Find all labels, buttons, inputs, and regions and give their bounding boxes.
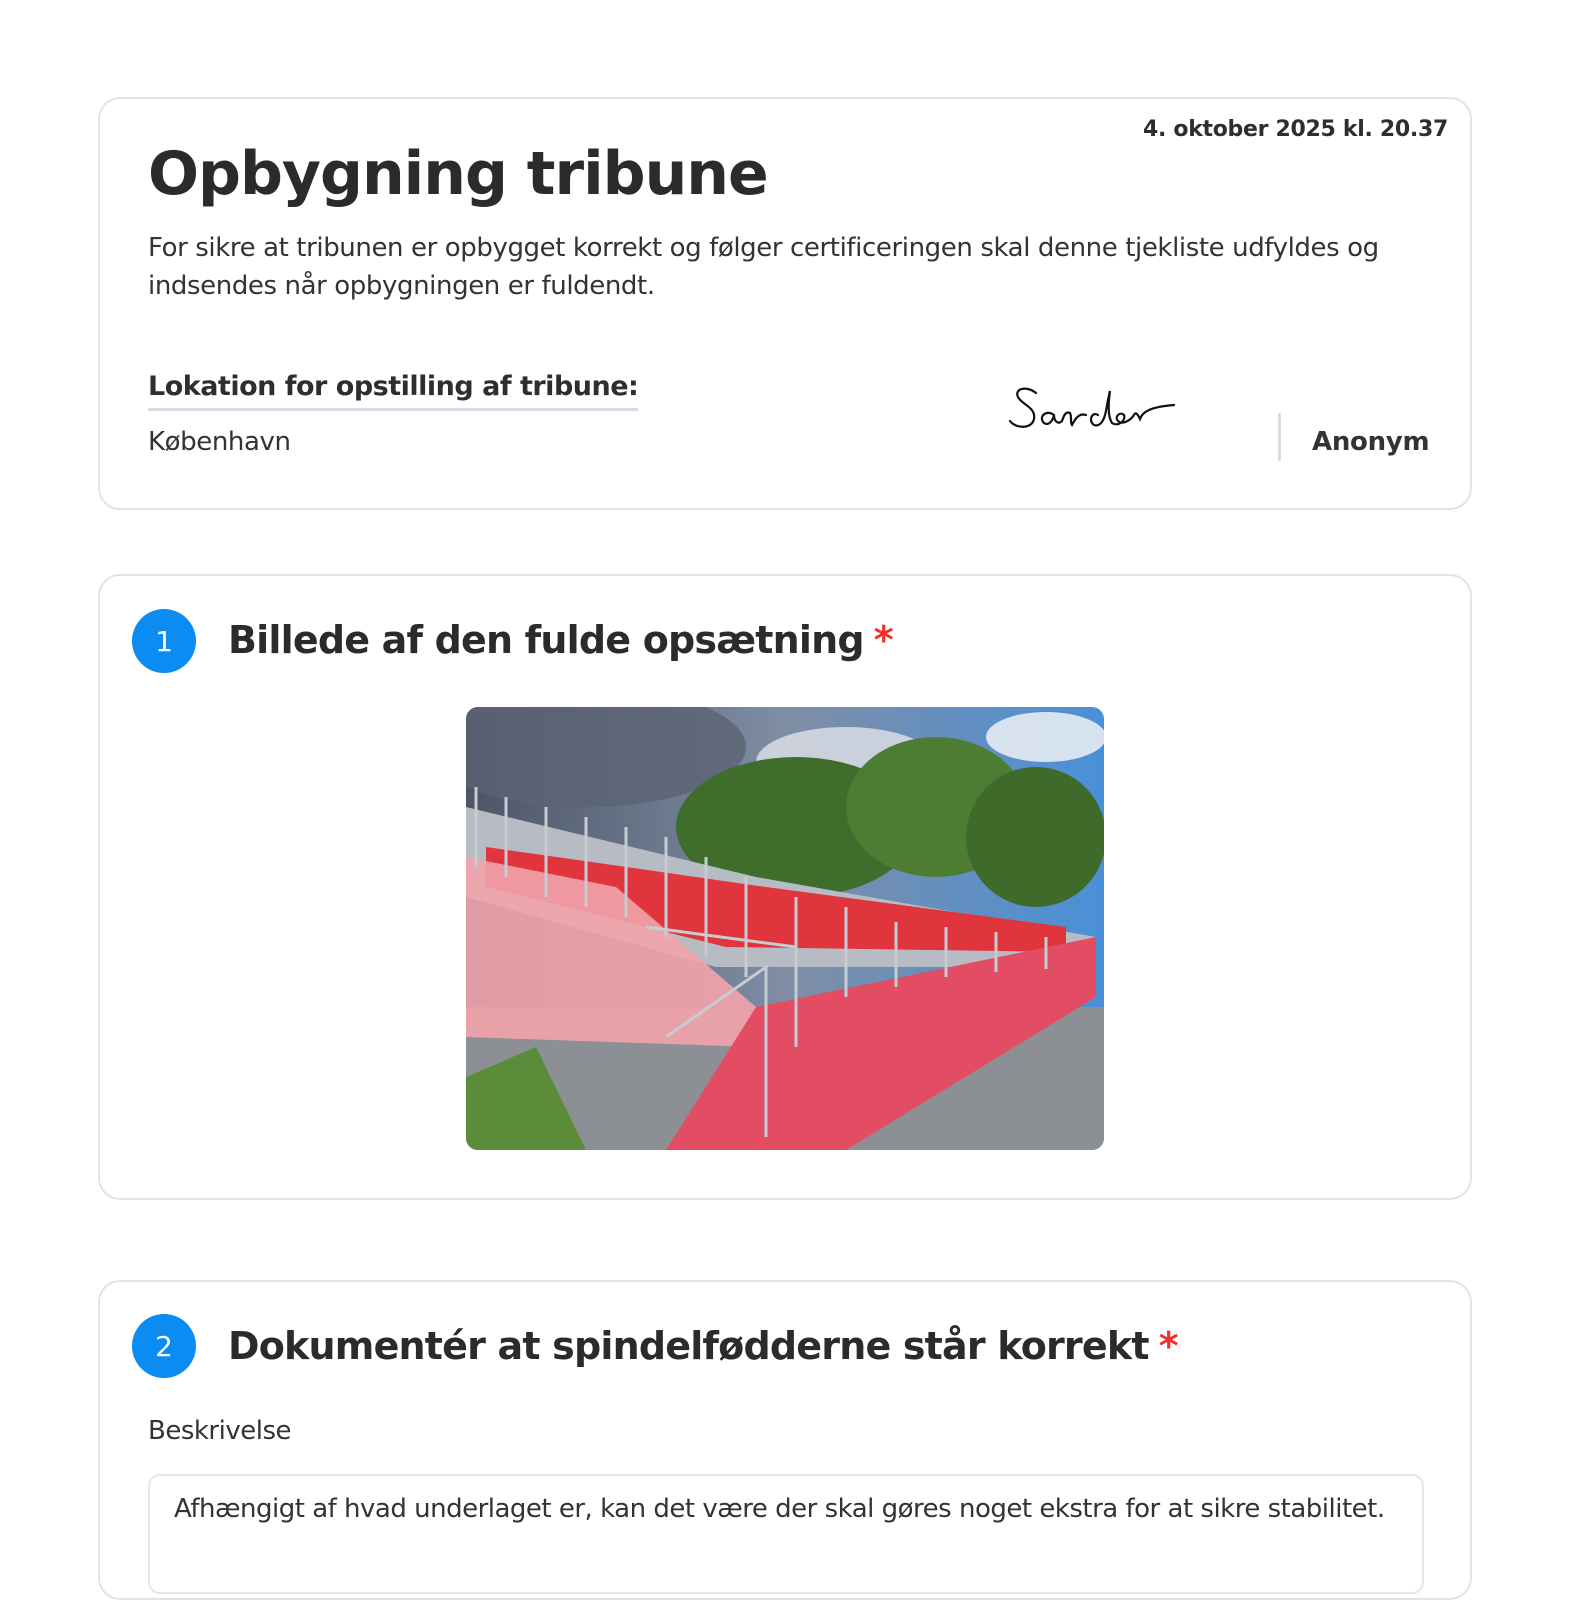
- question-card-2: [98, 1280, 1472, 1600]
- question-card-1: [98, 574, 1472, 1200]
- question-title: [228, 1324, 1178, 1368]
- question-number-badge: 1: [132, 609, 196, 673]
- description-label: Beskrivelse: [148, 1416, 291, 1446]
- required-asterisk: *: [873, 618, 893, 662]
- location-value: København: [148, 427, 291, 457]
- grandstand-photo-illustration: [466, 707, 1104, 1150]
- description-field[interactable]: Afhængigt af hvad underlaget er, kan det være der skal gøres noget ekstra for at sikre stabilitet.: [148, 1474, 1424, 1594]
- signature-image: [1006, 381, 1186, 441]
- submission-timestamp: 4. oktober 2025 kl. 20.37: [1142, 117, 1448, 142]
- question-title-text: Dokumentér at spindelfødderne står korrekt: [228, 1324, 1149, 1368]
- question-number-badge: 2: [132, 1314, 196, 1378]
- signer-name: Anonym: [1312, 427, 1430, 457]
- setup-photo[interactable]: [466, 707, 1104, 1150]
- question-title: [228, 618, 893, 662]
- page-title: Opbygning tribune: [148, 139, 768, 209]
- required-asterisk: *: [1158, 1324, 1178, 1368]
- signature-divider: [1278, 413, 1281, 461]
- form-header-card: [98, 97, 1472, 510]
- question-title-text: Billede af den fulde opsætning: [228, 618, 864, 662]
- location-label: Lokation for opstilling af tribune:: [148, 371, 638, 411]
- form-description: For sikre at tribunen er opbygget korrekt og følger certificeringen skal denne tjekliste udfyldes og indsendes når opbygningen er fuldendt.: [148, 233, 1379, 301]
